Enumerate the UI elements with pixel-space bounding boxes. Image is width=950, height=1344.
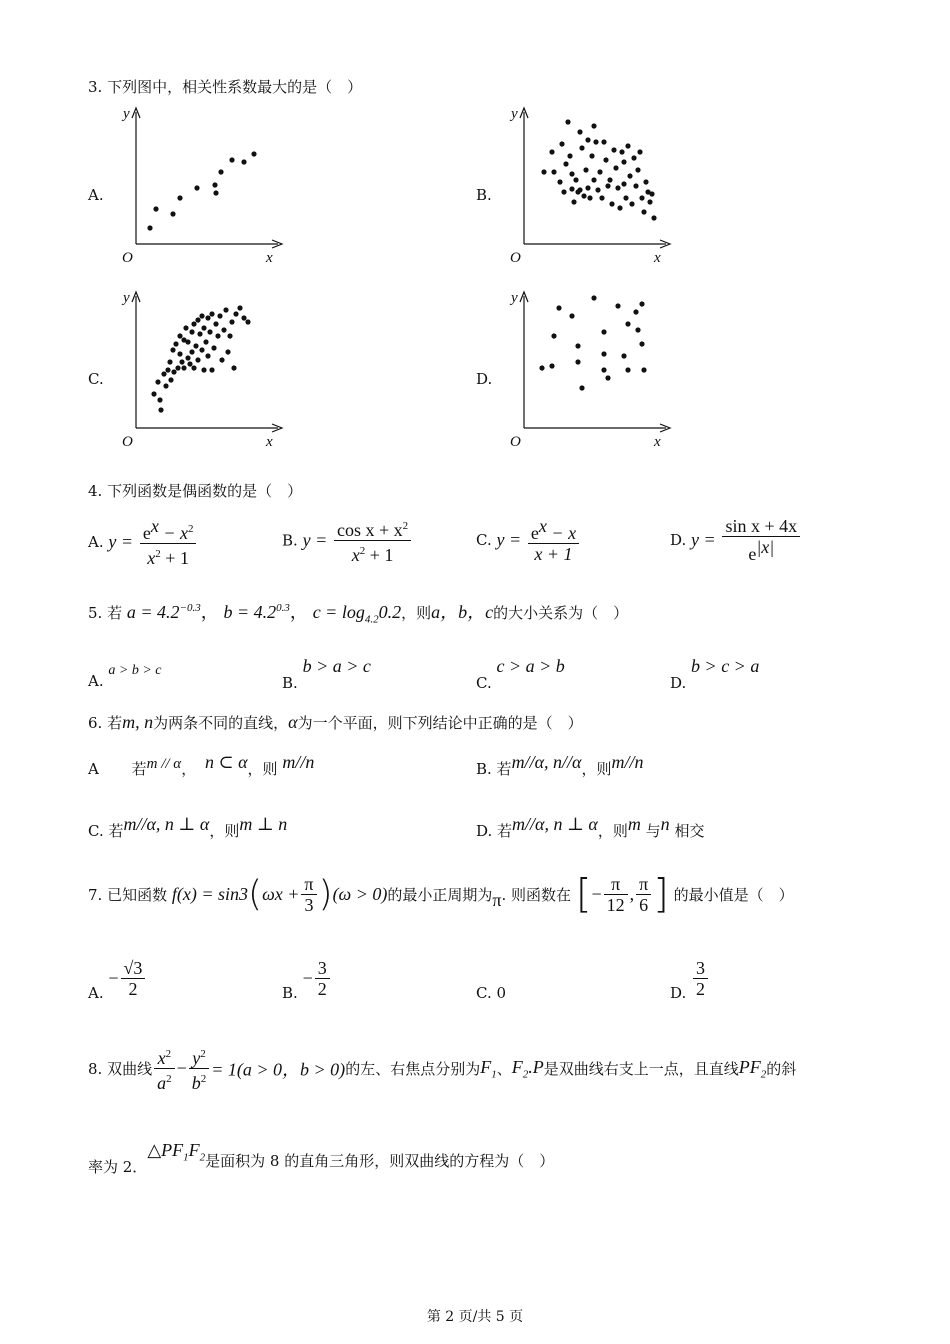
scatter-point (633, 183, 638, 188)
scatter-point (621, 353, 626, 358)
scatter-point (565, 119, 570, 124)
scatter-point (577, 129, 582, 134)
scatter-point (603, 157, 608, 162)
scatter-point (605, 375, 610, 380)
scatter-point (583, 167, 588, 172)
scatter-point (561, 189, 566, 194)
q4-option-b (282, 516, 413, 565)
scatter-point (621, 159, 626, 164)
scatter-point (575, 359, 580, 364)
x-axis-label: x (654, 434, 661, 450)
q3-option-c-label: C. (88, 370, 104, 388)
scatter-point (567, 153, 572, 158)
scatter-point (585, 137, 590, 142)
scatter-point (601, 367, 606, 372)
q7-option-b: B. − $\frac{3}{2}$ (282, 958, 332, 999)
scatter-point (647, 199, 652, 204)
scatter-point (625, 321, 630, 326)
scatter-point (593, 139, 598, 144)
scatter-point (181, 365, 186, 370)
scatter-point (229, 319, 234, 324)
scatter-point (587, 195, 592, 200)
q4-b-lhs: y = (302, 530, 328, 550)
scatter-point (209, 367, 214, 372)
scatter-point (551, 333, 556, 338)
scatter-point (635, 327, 640, 332)
scatter-point (549, 149, 554, 154)
scatter-point (161, 371, 166, 376)
scatter-point (151, 391, 156, 396)
scatter-point (213, 190, 218, 195)
scatter-point (211, 345, 216, 350)
origin-label: O (122, 434, 133, 450)
q4-a-fraction: $\frac{e^x - x^2}{x^2 + 1}$ (140, 516, 197, 568)
q7-interval-left: $\frac{\pi}{12}$ (604, 874, 628, 915)
scatter-point (563, 161, 568, 166)
scatter-plot-b (506, 104, 676, 268)
q3-option-a-label: A. (88, 186, 104, 204)
scatter-point (613, 165, 618, 170)
q3-stem: 3. 下列图中，相关性系数最大的是（ ） (88, 78, 363, 96)
scatter-point (167, 359, 172, 364)
q8-stem-line1: 8. 双曲线 $\frac{x^2}{a^2}$ − $\frac{y^2}{b^2}$ = 1(a > 0，b > 0)的左、右焦点分别为$F_1$、$F_2.P$是双曲线右支上一点，且直线$PF_2$的斜 (88, 1044, 796, 1093)
scatter-point (158, 407, 163, 412)
q6-option-c: C. 若m//α, n ⊥ α，则m ⊥ n (88, 814, 288, 840)
q7-option-a: A. − $\frac{√3}{2}$ (88, 958, 147, 999)
scatter-point (195, 317, 200, 322)
scatter-point (155, 379, 160, 384)
scatter-point (241, 315, 246, 320)
q4-a-label: A. (88, 533, 104, 551)
scatter-point (219, 357, 224, 362)
scatter-point (217, 313, 222, 318)
scatter-plot-b-svg (506, 104, 676, 264)
scatter-point (627, 173, 632, 178)
scatter-point (203, 339, 208, 344)
scatter-point (601, 351, 606, 356)
q8-triangle: $\triangle PF_1F_2$ (147, 1140, 206, 1164)
scatter-point (539, 365, 544, 370)
scatter-point (209, 311, 214, 316)
y-axis-label: y (123, 106, 130, 122)
scatter-point (589, 153, 594, 158)
scatter-plot-d (506, 288, 676, 452)
scatter-point (227, 333, 232, 338)
scatter-point (639, 341, 644, 346)
scatter-point (201, 367, 206, 372)
q3-option-b-label: B. (476, 186, 492, 204)
q5-a-definition: $a = 4.2^{-0.3}$ (126, 602, 201, 622)
scatter-point (597, 169, 602, 174)
scatter-point (643, 179, 648, 184)
scatter-point (629, 201, 634, 206)
origin-label: O (510, 250, 521, 266)
q7-function: f(x) = sin3 (171, 884, 249, 904)
q4-b-fraction: $\frac{\cos x + x^2}{x^2 + 1}$ (334, 516, 411, 565)
scatter-point (609, 201, 614, 206)
scatter-point (559, 141, 564, 146)
scatter-point (541, 169, 546, 174)
scatter-point (195, 357, 200, 362)
scatter-point (213, 321, 218, 326)
scatter-point (615, 303, 620, 308)
scatter-point (193, 343, 198, 348)
q5-c-definition: $c = \log_{4.2}0.2$ (312, 602, 402, 626)
scatter-point (245, 319, 250, 324)
scatter-point (205, 353, 210, 358)
scatter-point (199, 347, 204, 352)
scatter-point (179, 359, 184, 364)
scatter-point (191, 321, 196, 326)
scatter-point (218, 169, 223, 174)
scatter-point (605, 183, 610, 188)
scatter-point (579, 385, 584, 390)
scatter-point (199, 313, 204, 318)
scatter-point (212, 182, 217, 187)
q5-stem: 5. 若 $a = 4.2^{-0.3}$， $b = 4.2^{0.3}$， $c = \log_{4.2}0.2$，则a，b，c的大小关系为（ ） (88, 602, 629, 626)
q5-option-b: B. b > a > c (282, 656, 371, 692)
scatter-point (231, 365, 236, 370)
scatter-point (631, 155, 636, 160)
x-axis-label: x (654, 250, 661, 266)
q4-c-lhs: y = (496, 529, 522, 550)
q4-c-label: C. (476, 531, 492, 549)
scatter-point (639, 301, 644, 306)
q5-option-d: D. b > c > a (670, 656, 760, 692)
scatter-point (237, 305, 242, 310)
q4-option-a (88, 516, 198, 568)
scatter-point (591, 123, 596, 128)
scatter-point (173, 341, 178, 346)
y-axis-label: y (511, 290, 518, 306)
page-footer: 第 2 页/共 5 页 (426, 1309, 524, 1325)
scatter-point (577, 187, 582, 192)
scatter-point (197, 331, 202, 336)
q4-a-lhs: y = (108, 531, 134, 552)
q8-y2-over-b2: $\frac{y^2}{b^2}$ (189, 1044, 210, 1093)
scatter-point (607, 177, 612, 182)
x-axis-label: x (266, 434, 273, 450)
scatter-point (153, 206, 158, 211)
y-axis-label: y (123, 290, 130, 306)
scatter-point (207, 329, 212, 334)
q6-option-a: A 若m // α， n ⊂ α，则 m//n (88, 752, 315, 778)
scatter-point (549, 363, 554, 368)
q7-option-c: C. 0 (476, 984, 507, 1002)
scatter-point (617, 205, 622, 210)
scatter-point (171, 369, 176, 374)
scatter-point (163, 383, 168, 388)
scatter-point (177, 195, 182, 200)
scatter-point (187, 361, 192, 366)
scatter-point (241, 159, 246, 164)
q6-option-b: B. 若m//α, n//α，则m//n (476, 752, 644, 778)
q5-option-a: A. a > b > c (88, 663, 162, 690)
scatter-plot-c-svg (118, 288, 288, 448)
scatter-point (579, 145, 584, 150)
scatter-point (189, 329, 194, 334)
scatter-point (595, 187, 600, 192)
origin-label: O (510, 434, 521, 450)
q4-b-label: B. (282, 531, 298, 550)
scatter-point (170, 211, 175, 216)
scatter-point (201, 325, 206, 330)
q7-stem: 7. 已知函数 f(x) = sin3(ωx + $\frac{\pi}{3}$ )(ω > 0)的最小正周期为π. 则函数在 [− $\frac{\pi}{12}$ , $\frac{\pi}{6}$ ] 的最小值是（ ） (88, 871, 794, 918)
scatter-point (651, 215, 656, 220)
scatter-point (573, 177, 578, 182)
scatter-point (637, 149, 642, 154)
scatter-point (569, 171, 574, 176)
q4-d-fraction: $\frac{\text{sin x + 4x}}{e^{|x|}}$ (722, 516, 800, 564)
scatter-plot-a (118, 104, 288, 268)
scatter-point (575, 343, 580, 348)
scatter-point (551, 169, 556, 174)
q5-b-definition: $b = 4.2^{0.3}$ (223, 602, 290, 622)
scatter-point (233, 311, 238, 316)
scatter-point (599, 195, 604, 200)
q4-c-fraction: $\frac{e^x - x}{x + 1}$ (528, 516, 579, 564)
scatter-point (569, 313, 574, 318)
scatter-point (621, 181, 626, 186)
scatter-point (623, 195, 628, 200)
scatter-point (223, 307, 228, 312)
scatter-point (251, 151, 256, 156)
scatter-point (221, 327, 226, 332)
x-axis-label: x (266, 250, 273, 266)
scatter-point (641, 209, 646, 214)
scatter-point (177, 333, 182, 338)
q7-pi-over-3: $\frac{\pi}{3}$ (301, 874, 316, 915)
scatter-point (165, 367, 170, 372)
q4-d-label: D. (670, 531, 687, 549)
scatter-plot-a-svg (118, 104, 288, 264)
scatter-point (625, 143, 630, 148)
scatter-point (205, 315, 210, 320)
scatter-point (649, 191, 654, 196)
scatter-point (571, 199, 576, 204)
scatter-point (175, 365, 180, 370)
scatter-point (185, 339, 190, 344)
q7-interval-right: $\frac{\pi}{6}$ (636, 874, 651, 915)
q6-stem: 6. 若m, n为两条不同的直线，α为一个平面，则下列结论中正确的是（ ） (88, 712, 583, 732)
scatter-point (615, 185, 620, 190)
scatter-point (225, 349, 230, 354)
scatter-point (147, 225, 152, 230)
scatter-point (641, 367, 646, 372)
scatter-point (569, 186, 574, 191)
scatter-point (189, 349, 194, 354)
scatter-point (157, 397, 162, 402)
scatter-point (229, 157, 234, 162)
scatter-point (591, 177, 596, 182)
scatter-point (619, 149, 624, 154)
scatter-point (635, 167, 640, 172)
q8-stem-line2: 率为 2．$\triangle PF_1F_2$是面积为 8 的直角三角形，则双曲线的方程为（ ） (88, 1140, 555, 1176)
q7-option-d: D. $\frac{3}{2}$ (670, 958, 710, 999)
origin-label: O (122, 250, 133, 266)
scatter-point (185, 355, 190, 360)
scatter-point (639, 195, 644, 200)
scatter-plot-c (118, 288, 288, 452)
scatter-point (581, 193, 586, 198)
scatter-point (183, 325, 188, 330)
q6-option-d: D. 若m//α, n ⊥ α，则m 与n 相交 (476, 814, 705, 840)
scatter-point (194, 185, 199, 190)
scatter-point (191, 365, 196, 370)
scatter-point (168, 377, 173, 382)
scatter-point (611, 147, 616, 152)
scatter-point (625, 367, 630, 372)
scatter-point (556, 305, 561, 310)
q8-x2-over-a2: $\frac{x^2}{a^2}$ (154, 1044, 175, 1093)
scatter-point (170, 347, 175, 352)
q4-d-lhs: y = (691, 529, 716, 550)
scatter-point (177, 351, 182, 356)
y-axis-label: y (511, 106, 518, 122)
scatter-point (591, 295, 596, 300)
scatter-point (557, 179, 562, 184)
scatter-point (601, 329, 606, 334)
q4-option-d (670, 516, 802, 564)
q5-option-c: C. c > a > b (476, 656, 565, 692)
q4-stem: 4. 下列函数是偶函数的是（ ） (88, 482, 303, 500)
q3-option-d-label: D. (476, 370, 493, 388)
q4-option-c (476, 516, 581, 564)
scatter-plot-d-svg (506, 288, 676, 448)
scatter-point (215, 333, 220, 338)
scatter-point (585, 185, 590, 190)
scatter-point (601, 139, 606, 144)
scatter-point (633, 309, 638, 314)
